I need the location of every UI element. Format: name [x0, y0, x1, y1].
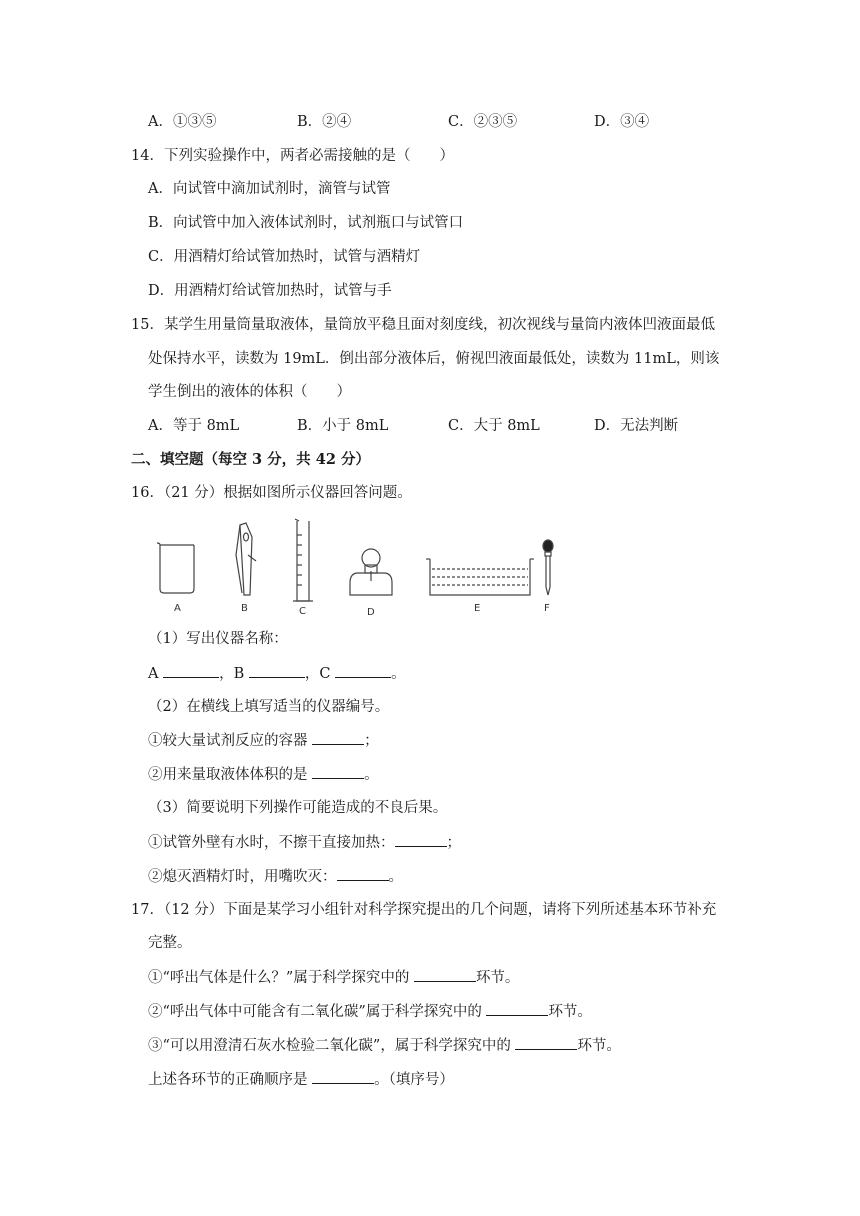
item-suffix: 。（填序号） [374, 1072, 454, 1088]
figure-label-c: C [299, 606, 306, 617]
test-tube-holder-icon [236, 523, 256, 595]
answer-blank [414, 967, 476, 982]
label-c: ，C [304, 666, 336, 682]
q16-part3-item1 [148, 832, 461, 853]
q16-part1-blanks [148, 663, 406, 684]
answer-blank [312, 1069, 374, 1084]
label-a: A [148, 666, 164, 682]
figure-label-b: B [241, 603, 248, 614]
figure-label-a: A [174, 603, 181, 614]
instruments-drawing [148, 515, 568, 620]
answer-blank [486, 1001, 548, 1016]
punctuation: 。 [391, 666, 406, 682]
q14-stem: 14．下列实验操作中，两者必需接触的是（ ） [131, 148, 454, 164]
instruments-figure [148, 515, 568, 620]
q15-stem-line-2: 处保持水平，读数为 19mL．倒出部分液体后，俯视凹液面最低处，读数为 11mL，则该 [148, 351, 720, 367]
answer-blank-c [335, 663, 391, 678]
figure-label-f: F [544, 603, 550, 614]
item-text: ②用来量取液体体积的是 [148, 767, 313, 783]
answer-blank [515, 1035, 577, 1050]
answer-blank-a [163, 663, 219, 678]
q17-order [148, 1069, 454, 1090]
q16-part2-title: （2）在横线上填写适当的仪器编号。 [148, 699, 390, 715]
answer-blank [312, 730, 364, 745]
item-text: ③“可以用澄清石灰水检验二氧化碳”，属于科学探究中的 [148, 1038, 516, 1054]
q14-option-a: A．向试管中滴加试剂时，滴管与试管 [148, 181, 391, 197]
q16-part2-item2 [148, 764, 379, 785]
item-suffix: 环节。 [577, 1038, 621, 1054]
section-title: 二、填空题（每空 3 分，共 42 分） [131, 451, 370, 468]
figure-label-e: E [474, 603, 481, 614]
answer-blank [395, 832, 447, 847]
q13-option-a: A．①③⑤ [148, 114, 217, 130]
q15-option-a: A．等于 8mL [148, 418, 240, 434]
q13-option-d: D．③④ [594, 114, 650, 130]
q16-part3-item2 [148, 866, 403, 887]
water-trough-icon [426, 559, 534, 595]
q14-option-b: B．向试管中加入液体试剂时，试剂瓶口与试管口 [148, 215, 464, 231]
punctuation: 。 [388, 869, 403, 885]
q17-stem-line-1: 17．（12 分）下面是某学习小组针对科学探究提出的几个问题，请将下列所述基本环节补充 [131, 902, 717, 918]
q15-option-b: B．小于 8mL [297, 418, 389, 434]
dropper-icon [543, 540, 553, 595]
punctuation: 。 [364, 767, 379, 783]
answer-blank [337, 866, 389, 881]
label-b: ，B [219, 666, 249, 682]
q17-item2 [148, 1001, 592, 1022]
item-text: ①较大量试剂反应的容器 [148, 733, 313, 749]
item-text: ②“呼出气体中可能含有二氧化碳”属于科学探究中的 [148, 1004, 487, 1020]
item-text: ①试管外壁有水时，不擦干直接加热： [148, 835, 395, 851]
graduated-cylinder-icon [293, 519, 313, 601]
item-text: ②熄灭酒精灯时，用嘴吹灭： [148, 869, 337, 885]
q15-option-c: C．大于 8mL [448, 418, 540, 434]
q16-part1-title: （1）写出仪器名称： [148, 631, 288, 647]
item-suffix: 环节。 [548, 1004, 592, 1020]
q16-stem: 16．（21 分）根据如图所示仪器回答问题。 [131, 485, 412, 501]
punctuation: ； [364, 733, 379, 749]
alcohol-lamp-icon [350, 549, 392, 595]
q15-option-d: D．无法判断 [594, 418, 679, 434]
q17-item3 [148, 1035, 621, 1056]
answer-blank-b [249, 663, 305, 678]
q16-part3-title: （3）简要说明下列操作可能造成的不良后果。 [148, 800, 448, 816]
q15-stem-line-1: 15．某学生用量筒量取液体，量筒放平稳且面对刻度线，初次视线与量筒内液体凹液面最低 [131, 317, 715, 333]
punctuation: ； [446, 835, 461, 851]
answer-blank [312, 764, 364, 779]
q16-part2-item1 [148, 730, 379, 751]
q13-option-b: B．②④ [297, 114, 352, 130]
figure-label-d: D [367, 607, 375, 618]
q17-stem-line-2: 完整。 [148, 935, 192, 951]
item-text: 上述各环节的正确顺序是 [148, 1072, 313, 1088]
q13-option-c: C．②③⑤ [448, 114, 518, 130]
q14-option-d: D．用酒精灯给试管加热时，试管与手 [148, 283, 392, 299]
item-text: ①“呼出气体是什么？”属于科学探究中的 [148, 970, 414, 986]
q14-option-c: C．用酒精灯给试管加热时，试管与酒精灯 [148, 249, 421, 265]
q17-item1 [148, 967, 519, 988]
item-suffix: 环节。 [475, 970, 520, 986]
q15-stem-line-3: 学生倒出的液体的体积（ ） [148, 384, 351, 400]
beaker-icon [157, 543, 194, 593]
